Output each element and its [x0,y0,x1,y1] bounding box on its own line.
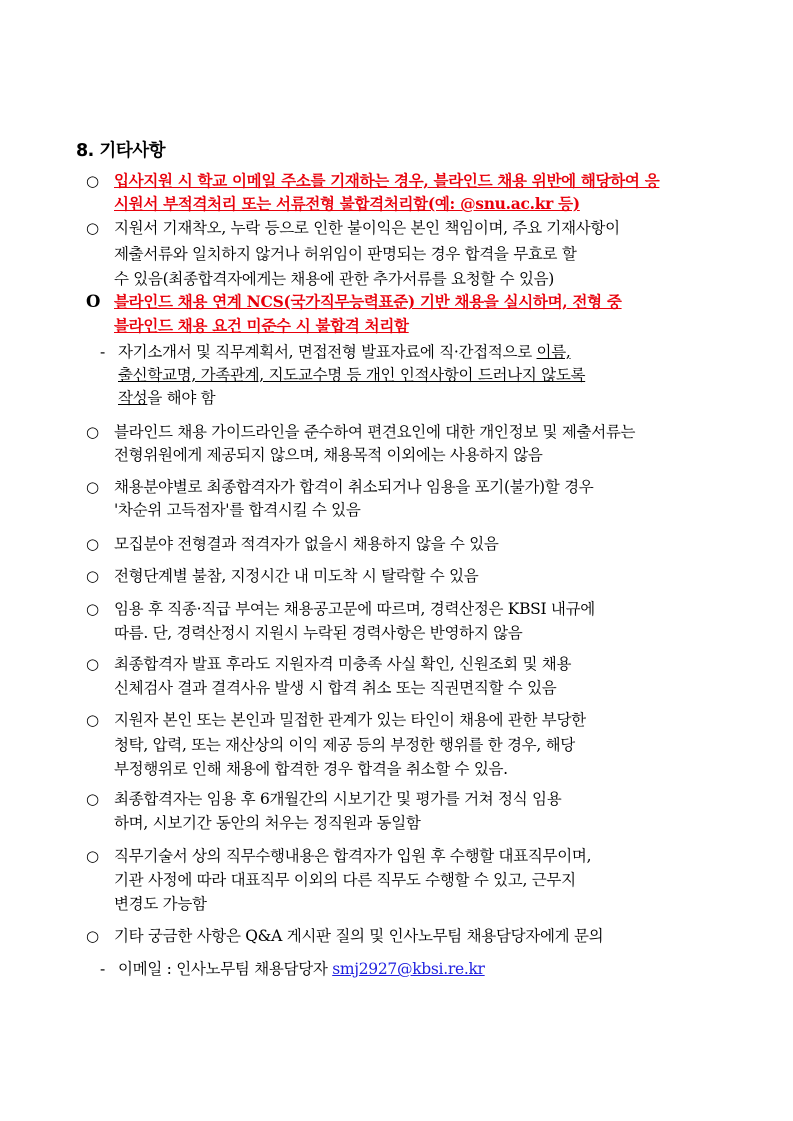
sub-text-line-underlined [118,364,585,386]
email-link[interactable]: smj2927@kbsi.re.kr [332,960,485,978]
bullet-circle-icon: ○ [86,423,100,441]
item-text-line: 지원서 기재착오, 누락 등으로 인한 불이익은 본인 책임이며, 주요 기재사항이 [114,219,620,237]
item-text-line: 채용분야별로 최종합격자가 합격이 취소되거나 임용을 포기(불가)할 경우 [114,478,594,496]
bullet-circle-icon: ○ [86,172,100,190]
item-text-line: 블라인드 채용 연계 NCS(국가직무능력표준) 기반 채용을 실시하며, 전형 중 [114,292,622,311]
bullet-bold-circle-icon: O [86,292,101,311]
item-text-line: 최종합격자는 임용 후 6개월간의 시보기간 및 평가를 거쳐 정식 임용 [114,790,562,808]
bullet-circle-icon: ○ [86,711,100,729]
bullet-circle-icon: ○ [86,478,100,496]
item-text-line: 블라인드 채용 요건 미준수 시 불합격 처리함 [114,316,409,335]
item-text-line: 최종합격자 발표 후라도 지원자격 미충족 사실 확인, 신원조회 및 채용 [114,655,572,673]
item-text-line: 전형단계별 불참, 지정시간 내 미도착 시 탈락할 수 있음 [114,567,479,585]
bullet-circle-icon: ○ [86,600,100,618]
bullet-circle-icon: ○ [86,535,100,553]
contact-label: 이메일 : 인사노무팀 채용담당자 [118,960,333,978]
sub-text: 을 해야 함 [147,389,216,407]
bullet-circle-icon: ○ [86,927,100,945]
contact-text-line [118,958,485,980]
item-text-line: 지원자 본인 또는 본인과 밀접한 관계가 있는 타인이 채용에 관한 부당한 [114,711,586,729]
item-text-line: 청탁, 압력, 또는 재산상의 이익 제공 등의 부정한 행위를 한 경우, 해당 [114,736,575,754]
item-text-line: 기타 궁금한 사항은 Q&A 게시판 질의 및 인사노무팀 채용담당자에게 문의 [114,927,604,945]
item-text-line: 수 있음(최종합격자에게는 채용에 관한 추가서류를 요청할 수 있음) [114,270,555,288]
sub-text-underlined: 이름, [536,343,571,361]
item-text-line: 부정행위로 인해 채용에 합격한 경우 합격을 취소할 수 있음. [114,760,508,778]
item-text-line: 제출서류와 일치하지 않거나 허위임이 판명되는 경우 합격을 무효로 할 [114,245,577,263]
item-text-line: 변경도 가능함 [114,895,207,913]
item-text-line: 신체검사 결과 결격사유 발생 시 합격 취소 또는 직권면직할 수 있음 [114,679,557,697]
sub-text-line [118,341,571,363]
section-heading: 8. 기타사항 [76,141,166,161]
sub-text: 자기소개서 및 직무계획서, 면접전형 발표자료에 직·간접적으로 [118,343,537,361]
bullet-circle-icon: ○ [86,790,100,808]
item-text-line: 시원서 부적격처리 또는 서류전형 불합격처리함(예: @snu.ac.kr 등) [114,194,580,213]
dash-marker: - [100,343,106,361]
item-text-line: 임용 후 직종·직급 부여는 채용공고문에 따르며, 경력산정은 KBSI 내규에 [114,600,595,618]
dash-marker: - [100,960,106,978]
item-text-line: 블라인드 채용 가이드라인을 준수하여 편견요인에 대한 개인정보 및 제출서류는 [114,423,636,441]
bullet-circle-icon: ○ [86,567,100,585]
sub-text-line [118,387,215,409]
item-text-line: 기관 사정에 따라 대표직무 이외의 다른 직무도 수행할 수 있고, 근무지 [114,871,576,889]
item-text-line: '차순위 고득점자'를 합격시킬 수 있음 [114,501,361,519]
item-text-line: 전형위원에게 제공되지 않으며, 채용목적 이외에는 사용하지 않음 [114,446,543,464]
bullet-circle-icon: ○ [86,847,100,865]
sub-text-underlined: 작성 [118,389,148,407]
item-text-line: 따름. 단, 경력산정시 지원시 누락된 경력사항은 반영하지 않음 [114,624,523,642]
item-text-line: 입사지원 시 학교 이메일 주소를 기재하는 경우, 블라인드 채용 위반에 해당하여 응 [114,171,660,190]
sub-text-underlined: 출신학교명, 가족관계, 지도교수명 등 개인 인적사항이 드러나지 않도록 [118,366,586,384]
item-text-line: 하며, 시보기간 동안의 처우는 정직원과 동일함 [114,814,421,832]
item-text-line: 모집분야 전형결과 적격자가 없을시 채용하지 않을 수 있음 [114,535,499,553]
bullet-circle-icon: ○ [86,219,100,237]
item-text-line: 직무기술서 상의 직무수행내용은 합격자가 입원 후 수행할 대표직무이며, [114,847,592,865]
bullet-circle-icon: ○ [86,655,100,673]
